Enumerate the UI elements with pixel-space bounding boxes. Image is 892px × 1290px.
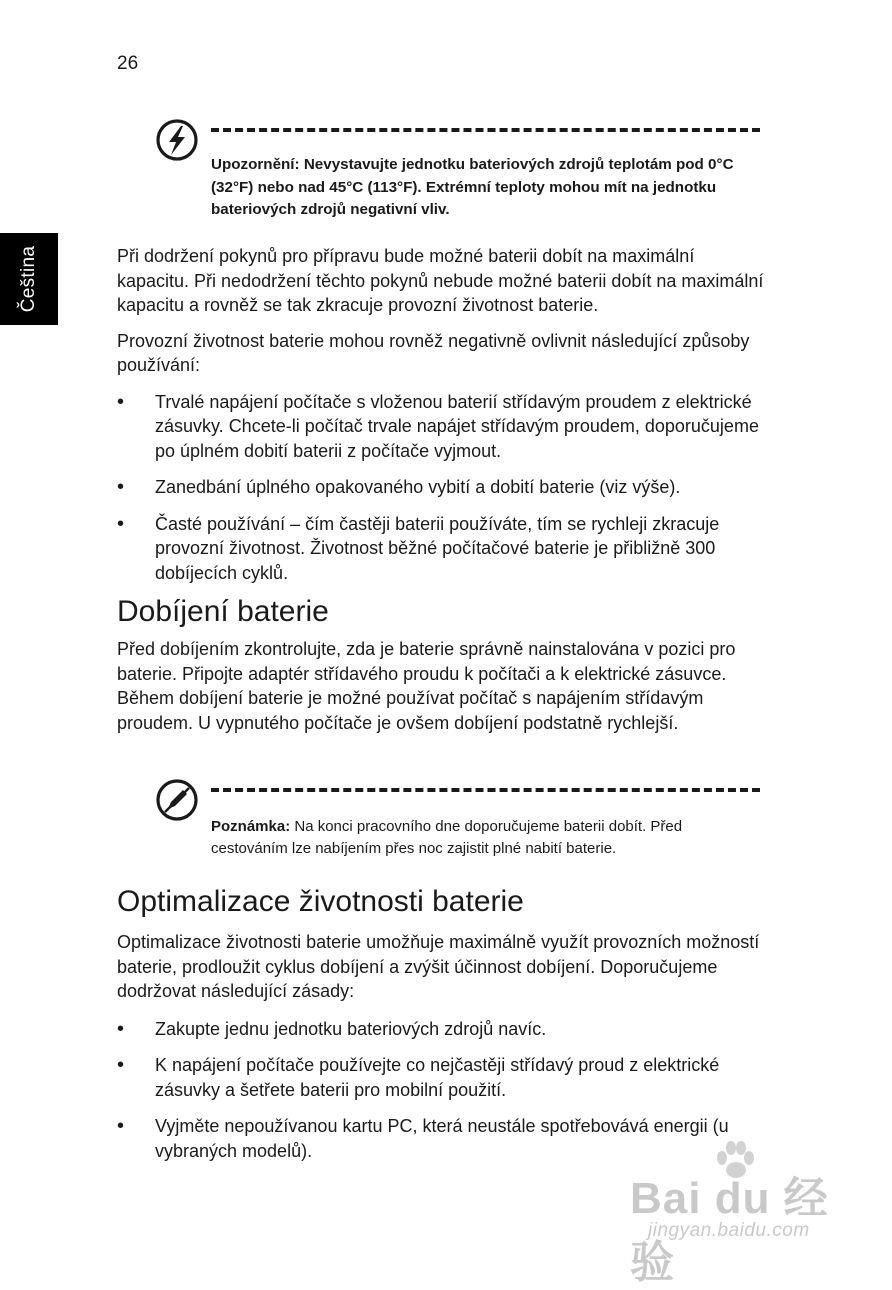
section-heading-optimization: Optimalizace životnosti baterie bbox=[117, 885, 524, 918]
warning-callout bbox=[155, 118, 760, 228]
watermark-logo: Bai du 经验 bbox=[630, 1174, 829, 1287]
page-number: 26 bbox=[117, 53, 139, 74]
warning-text bbox=[211, 154, 760, 222]
note-callout bbox=[155, 778, 760, 868]
list-item: • Trvalé napájení počítače s vloženou baterií střídavým proudem z elektrické zásuvky. Chcete-li počítač trvale napájet střídavým proudem, doporučujeme po úplném dobití baterii z počítače vyjmout. bbox=[117, 390, 767, 464]
warning-label: Upozornění: bbox=[211, 156, 300, 173]
list-item: • Vyjměte nepoužívanou kartu PC, která neustále spotřebovává energii (u vybraných modelů). bbox=[117, 1114, 767, 1163]
intro-section bbox=[117, 244, 767, 585]
lightning-warning-icon bbox=[155, 118, 199, 162]
note-divider bbox=[211, 788, 760, 792]
language-side-tab bbox=[0, 233, 58, 325]
note-text bbox=[211, 816, 760, 860]
baidu-watermark bbox=[630, 1140, 850, 1287]
charging-paragraph: Před dobíjením zkontrolujte, zda je baterie správně nainstalována v pozici pro baterie. Připojte adaptér střídavého proudu k počítači a k elektrické zásuvce. Během dobíjení baterie je možné používat počítač s napájením střídavým proudem. U vypnutého počítače je ovšem dobíjení podstatně rychlejší. bbox=[117, 639, 736, 733]
list-item: • Časté používání – čím častěji baterii používáte, tím se rychleji zkracuje provozní životnost. Životnost běžné počítačové baterie je přibližně 300 dobíjecích cyklů. bbox=[117, 512, 767, 586]
language-label: Čeština bbox=[18, 245, 39, 313]
intro-paragraph-2: Provozní životnost baterie mohou rovněž negativně ovlivnit následující způsoby používání: bbox=[117, 330, 750, 375]
optimization-section bbox=[117, 884, 767, 1163]
note-pen-icon bbox=[155, 778, 199, 822]
usage-bullet-list bbox=[117, 390, 767, 586]
charging-section bbox=[117, 594, 767, 735]
note-label: Poznámka: bbox=[211, 818, 291, 835]
optimization-paragraph: Optimalizace životnosti baterie umožňuje maximálně využít provozních možností baterie, prodloužit cyklus dobíjení a zvýšit účinnost dobíjení. Doporučujeme dodržovat následující zásady: bbox=[117, 932, 760, 1001]
section-heading-charging: Dobíjení baterie bbox=[117, 595, 329, 628]
list-item: • Zakupte jednu jednotku bateriových zdrojů navíc. bbox=[117, 1017, 767, 1042]
list-item: • Zanedbání úplného opakovaného vybití a dobití baterie (viz výše). bbox=[117, 475, 767, 500]
list-item: • K napájení počítače používejte co nejčastěji střídavý proud z elektrické zásuvky a šetřete baterii pro mobilní použití. bbox=[117, 1053, 767, 1102]
warning-body: Nevystavujte jednotku bateriových zdrojů teplotám pod 0°C (32°F) nebo nad 45°C (113°F). Extrémní teploty mohou mít na jednotku bateriových zdrojů negativní vliv. bbox=[211, 156, 734, 218]
note-body: Na konci pracovního dne doporučujeme baterii dobít. Před cestováním lze nabíjením přes noc zajistit plné nabití baterie. bbox=[211, 818, 683, 857]
intro-paragraph-1: Při dodržení pokynů pro přípravu bude možné baterii dobít na maximální kapacitu. Při nedodržení těchto pokynů nebude možné baterii dobít na maximální kapacitu a rovněž se tak zkracuje provozní životnost baterie. bbox=[117, 246, 764, 315]
warning-divider bbox=[211, 128, 760, 132]
watermark-url: jingyan.baidu.com bbox=[648, 1220, 810, 1241]
